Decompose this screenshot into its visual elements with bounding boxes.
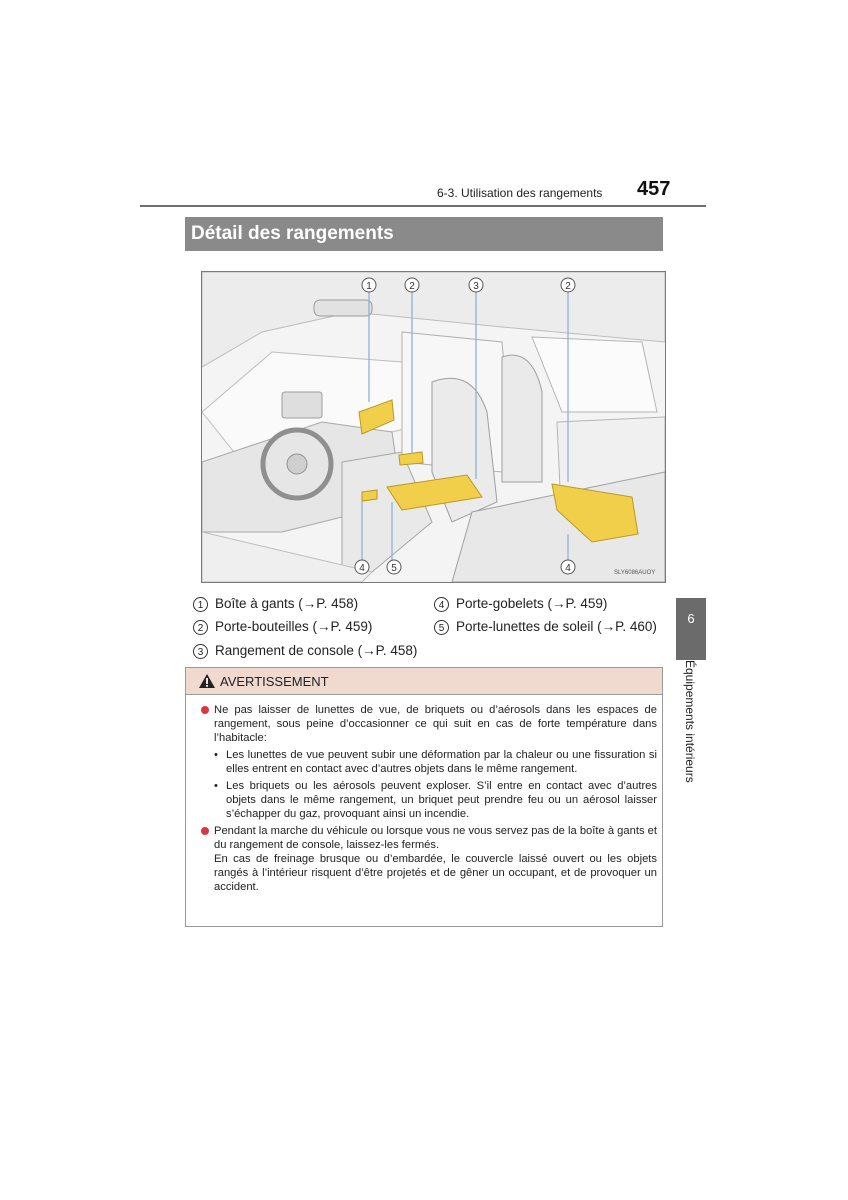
warning-bullet [199, 824, 657, 894]
warning-box [185, 667, 663, 927]
legend-number: 4 [434, 597, 449, 612]
warning-subpoint [214, 748, 657, 776]
legend-label: Porte-gobelets (→P. 459) [456, 596, 608, 611]
warning-text: Pendant la marche du véhicule ou lorsque vous ne vous servez pas de la boîte à gants et du rangement de console, laissez-les fermés. [214, 825, 657, 851]
callout-label: 4 [359, 563, 365, 574]
callout-label: 3 [473, 281, 479, 292]
header-divider [140, 205, 706, 207]
legend-number: 5 [434, 620, 449, 635]
chapter-tab-label-wrap [675, 660, 705, 790]
warning-text: Les lunettes de vue peuvent subir une déformation par la chaleur ou une fissuration si elles entrent en contact avec d’autres objets dans le même rangement. [226, 749, 657, 775]
warning-title: AVERTISSEMENT [220, 673, 329, 689]
callout-label: 5 [391, 563, 397, 574]
legend-number: 1 [193, 597, 208, 612]
legend-number: 3 [193, 644, 208, 659]
section-title: Détail des rangements [185, 217, 663, 251]
legend-label: Porte-lunettes de soleil (→P. 460) [456, 619, 657, 634]
bullet-dot-icon [201, 706, 209, 714]
bullet-dot-icon [201, 827, 209, 835]
interior-illustration [201, 271, 666, 583]
legend-number: 2 [193, 620, 208, 635]
figure-code: SLY6086AUOY [614, 570, 656, 576]
callout-label: 1 [366, 281, 372, 292]
legend-item [193, 617, 372, 637]
rearview-mirror [314, 300, 372, 316]
chapter-tab-label: Équipements intérieurs [683, 660, 697, 783]
warning-bullet [199, 703, 657, 745]
legend-label: Rangement de console (→P. 458) [215, 643, 418, 658]
legend-item [193, 594, 358, 614]
warning-subpoint [214, 779, 657, 821]
cupholder-highlight [362, 490, 377, 501]
warning-header [186, 668, 662, 695]
legend-label: Boîte à gants (→P. 458) [215, 596, 359, 611]
warning-triangle-icon [198, 673, 216, 689]
chapter-tab: 6 [676, 598, 706, 660]
warning-text: Ne pas laisser de lunettes de vue, de briquets ou d’aérosols dans les espaces de rangement, sous peine d’occasionner ce qui suit en cas de forte température dans l’habitacle: [214, 704, 657, 744]
callout-label: 2 [409, 281, 415, 292]
running-header-section: 6-3. Utilisation des rangements [437, 186, 603, 200]
page-number: 457 [637, 178, 671, 200]
callout-label: 4 [565, 563, 571, 574]
warning-text: Les briquets ou les aérosols peuvent exploser. S’il entre en contact avec d’autres objets dans le même rangement, un briquet peut prendre feu ou un aérosol laisser s’échapper du gaz, provoquant ainsi un incendie. [226, 780, 657, 820]
callout-label: 2 [565, 281, 571, 292]
legend-label: Porte-bouteilles (→P. 459) [215, 619, 373, 634]
bullet-small-icon: • [214, 780, 218, 792]
legend-item [193, 641, 417, 661]
legend-item [434, 617, 657, 637]
warning-text: En cas de freinage brusque ou d’embardée, le couvercle laissé ouvert ou les objets rangés à l’intérieur risquent d’être projetés et de gêner un occupant, et de provoquer un accident. [214, 853, 657, 893]
legend-item [434, 594, 607, 614]
bullet-small-icon: • [214, 749, 218, 761]
